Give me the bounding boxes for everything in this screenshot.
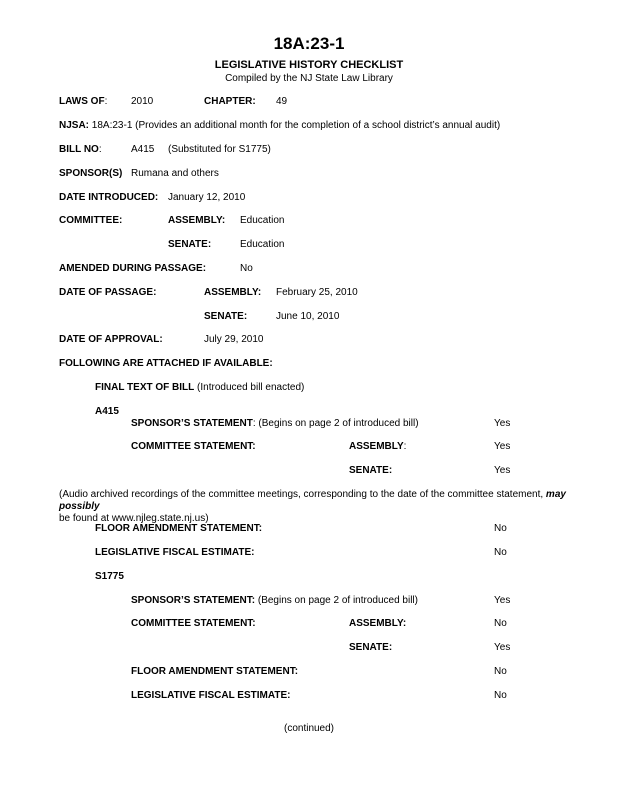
committee-senate-label: SENATE: (168, 239, 212, 250)
floor-amendment-label: FLOOR AMENDMENT STATEMENT: (95, 523, 263, 534)
a415-sponsor-value: Yes (494, 418, 511, 429)
s1775-senate-label: SENATE: (349, 642, 393, 653)
date-of-passage-label: DATE OF PASSAGE: (59, 287, 157, 298)
s1775-assembly-label: ASSEMBLY: (349, 618, 407, 629)
committee-assembly-value: Education (240, 215, 285, 226)
floor-amendment-value: No (494, 523, 507, 534)
amended-value: No (240, 263, 253, 274)
s1775-heading: S1775 (95, 571, 124, 582)
date-introduced-label: DATE INTRODUCED: (59, 192, 159, 203)
s1775-assembly-value: No (494, 618, 507, 629)
committee-senate-value: Education (240, 239, 285, 250)
s1775-fiscal-value: No (494, 690, 507, 701)
s1775-sponsor-statement: SPONSOR’S STATEMENT: (Begins on page 2 of introduced bill) (131, 595, 418, 606)
continued-note: (continued) (283, 723, 335, 734)
a415-heading: A415 (95, 406, 119, 417)
passage-assembly-value: February 25, 2010 (276, 287, 358, 298)
passage-senate-label: SENATE: (204, 311, 248, 322)
date-of-approval-value: July 29, 2010 (204, 334, 264, 345)
s1775-floor-label: FLOOR AMENDMENT STATEMENT: (131, 666, 299, 677)
final-text-line: FINAL TEXT OF BILL (Introduced bill enacted) (95, 382, 305, 393)
compiled-by: Compiled by the NJ State Law Library (225, 73, 393, 84)
s1775-committee-label: COMMITTEE STATEMENT: (131, 618, 256, 629)
page-title: 18A:23-1 (273, 34, 345, 53)
sponsors-label: SPONSOR(S) (59, 168, 123, 179)
date-introduced-value: January 12, 2010 (168, 192, 246, 203)
page-subtitle: LEGISLATIVE HISTORY CHECKLIST (214, 59, 404, 71)
s1775-floor-value: No (494, 666, 507, 677)
bill-no-value: A415 (131, 144, 155, 155)
a415-assembly-value: Yes (494, 441, 511, 452)
sponsors-value: Rumana and others (131, 168, 219, 179)
audio-note: (Audio archived recordings of the committee meetings, corresponding to the date of the committee statement, may possibly be found at www.njleg.state.nj.us) (59, 489, 566, 524)
committee-label: COMMITTEE: (59, 215, 123, 226)
a415-committee-label: COMMITTEE STATEMENT: (131, 441, 256, 452)
bill-no-note: (Substituted for S1775) (168, 144, 271, 155)
a415-senate-label: SENATE: (349, 465, 393, 476)
chapter-value: 49 (276, 96, 288, 107)
s1775-fiscal-label: LEGISLATIVE FISCAL ESTIMATE: (131, 690, 291, 701)
chapter-label: CHAPTER: (204, 96, 256, 107)
committee-assembly-label: ASSEMBLY: (168, 215, 226, 226)
s1775-senate-value: Yes (494, 642, 511, 653)
a415-sponsor-statement: SPONSOR’S STATEMENT: (Begins on page 2 of introduced bill) (131, 418, 419, 429)
njsa-line: NJSA: 18A:23-1 (Provides an additional month for the completion of a school district’s annual audit) (59, 120, 501, 131)
passage-assembly-label: ASSEMBLY: (204, 287, 262, 298)
date-of-approval-label: DATE OF APPROVAL: (59, 334, 163, 345)
laws-of-value: 2010 (131, 96, 154, 107)
passage-senate-value: June 10, 2010 (276, 311, 340, 322)
a415-assembly-label: ASSEMBLY: (349, 441, 407, 452)
bill-no-label: BILL NO: (59, 144, 102, 155)
amended-label: AMENDED DURING PASSAGE: (59, 263, 207, 274)
s1775-sponsor-value: Yes (494, 595, 511, 606)
laws-of-label: LAWS OF: (59, 96, 108, 107)
fiscal-estimate-value: No (494, 547, 507, 558)
a415-senate-value: Yes (494, 465, 511, 476)
fiscal-estimate-label: LEGISLATIVE FISCAL ESTIMATE: (95, 547, 255, 558)
attached-heading: FOLLOWING ARE ATTACHED IF AVAILABLE: (59, 358, 273, 369)
